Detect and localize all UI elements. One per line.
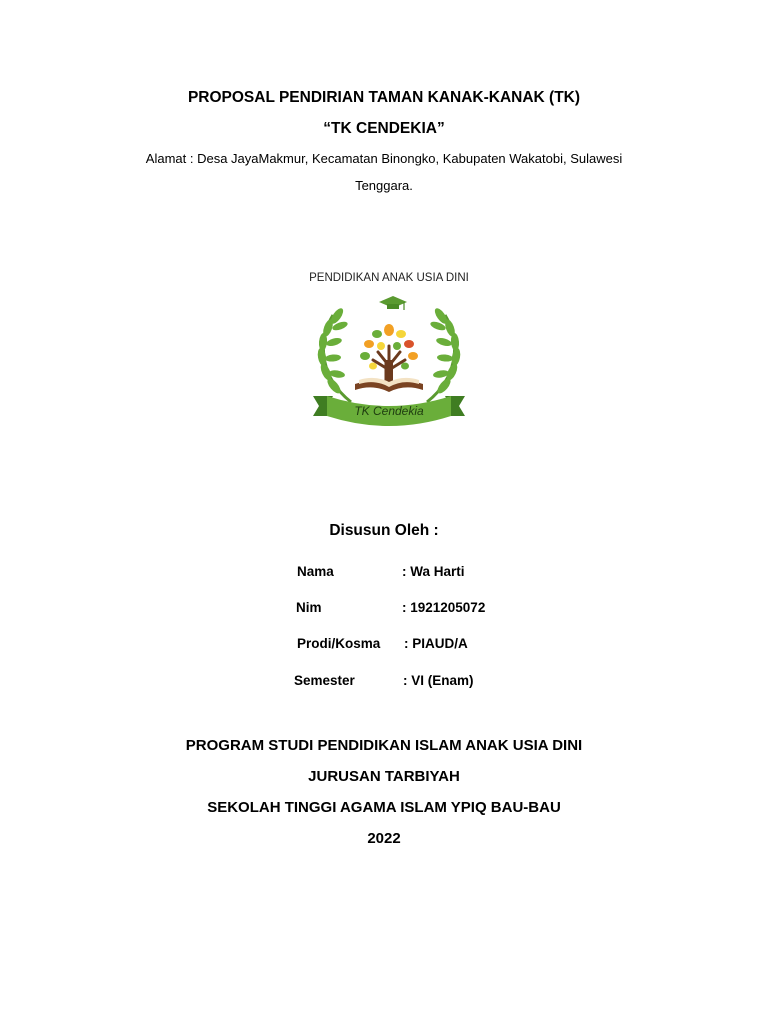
- name-value: : Wa Harti: [402, 564, 465, 579]
- nim-value: : 1921205072: [402, 600, 486, 615]
- year: 2022: [367, 830, 401, 847]
- logo-ribbon-text: TK Cendekia: [354, 404, 424, 418]
- semester-value: : VI (Enam): [403, 673, 474, 688]
- institution-name: SEKOLAH TINGGI AGAMA ISLAM YPIQ BAU-BAU: [207, 799, 561, 816]
- name-label: Nama: [297, 564, 334, 579]
- laurel-left-icon: [316, 306, 351, 402]
- graduation-cap-icon: [379, 296, 407, 310]
- semester-label: Semester: [294, 673, 355, 688]
- school-logo: [293, 250, 485, 450]
- prodi-value: : PIAUD/A: [404, 636, 468, 651]
- prodi-label: Prodi/Kosma: [297, 636, 381, 651]
- school-name: “TK CENDEKIA”: [323, 120, 445, 137]
- tree-icon: [360, 324, 418, 384]
- department: JURUSAN TARBIYAH: [308, 768, 460, 785]
- study-program: PROGRAM STUDI PENDIDIKAN ISLAM ANAK USIA DINI: [185, 737, 583, 754]
- document-title: PROPOSAL PENDIRIAN TAMAN KANAK-KANAK (TK): [187, 89, 581, 106]
- prepared-by-heading: Disusun Oleh :: [329, 522, 439, 539]
- address-line-1: Alamat : Desa JayaMakmur, Kecamatan Binongko, Kabupaten Wakatobi, Sulawesi: [145, 151, 623, 166]
- laurel-right-icon: [427, 306, 462, 402]
- nim-label: Nim: [296, 600, 322, 615]
- logo-top-text: PENDIDIKAN ANAK USIA DINI: [309, 272, 469, 284]
- address-line-2: Tenggara.: [355, 178, 413, 193]
